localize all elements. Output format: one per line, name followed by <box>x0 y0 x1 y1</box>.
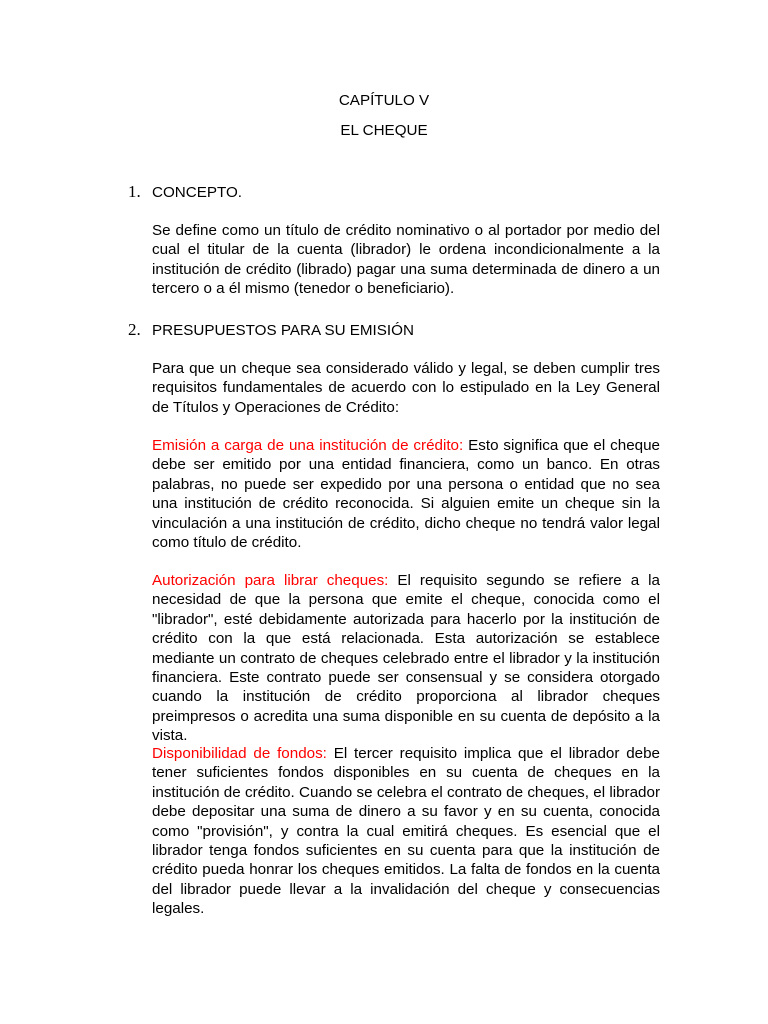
section-1-number: 1. <box>128 182 141 201</box>
requirement-paragraph <box>152 436 660 552</box>
requirement-term: Emisión a carga de una institución de crédito: <box>152 437 464 454</box>
section-1-title: CONCEPTO. <box>152 184 243 201</box>
section-2-number: 2. <box>128 320 141 339</box>
requirement-paragraph <box>152 744 660 919</box>
section-1-paragraph: Se define como un título de crédito nominativo o al portador por medio del cual el titular de la cuenta (librador) le ordena incondicionalmente a la institución de crédito (librado) pagar una suma determinada de dinero a un tercero o a él mismo (tenedor o beneficiario). <box>152 222 660 298</box>
requirement-text: Esto significa que el cheque debe ser emitido por una entidad financiera, como un banco. En otras palabras, no puede ser expedido por una persona o entidad que no sea una institución de crédito reconocida. Si alguien emite un cheque sin la vinculación a una institución de crédito, dicho cheque no tendrá valor legal como título de crédito. <box>152 437 660 552</box>
requirement-text: El requisito segundo se refiere a la necesidad de que la persona que emite el cheque, conocida como el "librador", esté debidamente autorizada para hacerlo por la institución de crédito con la que está relacionada. Esta autorización se establece mediante un contrato de cheques celebrado entre el librador y la institución financiera. Este contrato puede ser consensual y se considera otorgado cuando la institución de crédito proporciona al librador cheques preimpresos o acredita una suma disponible en su cuenta de depósito a la vista. <box>152 572 661 745</box>
section-2-title: PRESUPUESTOS PARA SU EMISIÓN <box>152 322 414 339</box>
requirement-text: El tercer requisito implica que el librador debe tener suficientes fondos disponibles en su cuenta de cheques en la institución de crédito. Cuando se celebra el contrato de cheques, el librador debe depositar una suma de dinero a su favor y en su cuenta, conocida como "provisión", y contra la cual emitirá cheques. Es esencial que el librador tenga fondos suficientes en su cuenta para que la institución de crédito pueda honrar los cheques emitidos. La falta de fondos en la cuenta del librador puede llevar a la invalidación del cheque y consecuencias legales. <box>152 745 660 918</box>
document-title: EL CHEQUE <box>340 122 428 139</box>
requirement-paragraph <box>152 571 660 746</box>
requirement-term: Autorización para librar cheques: <box>152 572 389 589</box>
section-2-intro: Para que un cheque sea considerado válido y legal, se deben cumplir tres requisitos fundamentales de acuerdo con lo estipulado en la Ley General de Títulos y Operaciones de Crédito: <box>152 360 660 416</box>
chapter-heading: CAPÍTULO V <box>338 92 430 109</box>
requirement-term: Disponibilidad de fondos: <box>152 745 327 762</box>
